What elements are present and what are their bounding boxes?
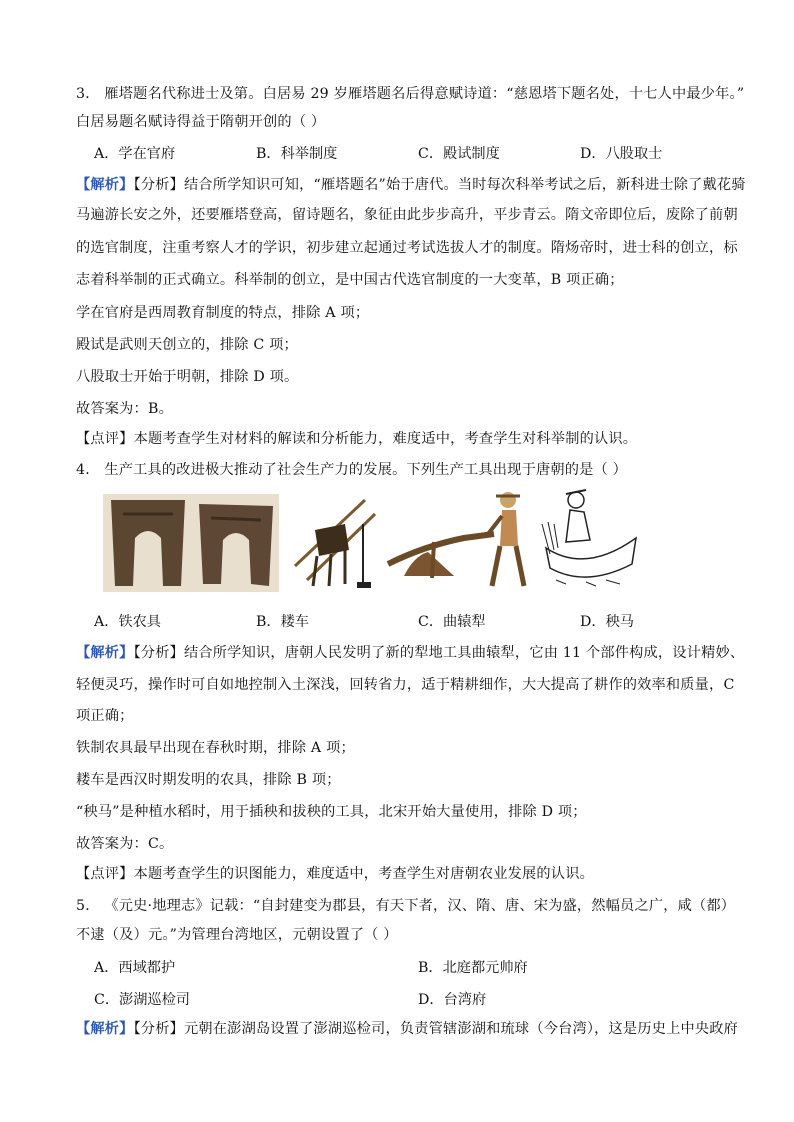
q3-tag-fenxi: 【分析】 — [133, 177, 185, 193]
q3-stem-line1: 3． 雁塔题名代称进士及第。白居易 29 岁雁塔题名后得意赋诗道：“慈恩塔下题名处，十七人中最少年。” — [76, 86, 745, 102]
curved-plough-image — [384, 486, 532, 592]
q3-analysis-line2: 马遍游长安之外，还要雁塔登高，留诗题名，象征由此步步高升，平步青云。隋文帝即位后，废除了前朝 — [76, 207, 738, 223]
iron-tools-image — [103, 494, 279, 592]
q3-tag-jiexi: 【解析】 — [76, 177, 134, 193]
q4-analysis-line2: 轻便灵巧，操作时可自如地控制入土深浅，回转省力，适于精耕细作，大大提高了耕作的效率和质量，C — [76, 677, 735, 693]
seedling-horse-image — [536, 484, 646, 594]
q5-analysis-line1 — [76, 1019, 738, 1039]
q4-analysis-line1 — [76, 643, 744, 663]
q3-analysis-line1 — [76, 175, 746, 195]
q5-option-a: A．西域都护 — [94, 960, 176, 976]
q4-comment — [76, 864, 594, 884]
q3-option-d: D．八股取士 — [580, 146, 663, 162]
q3-analysis-text1: 结合所学知识可知，“雁塔题名”始于唐代。当时每次科举考试之后，新科进士除了戴花骑 — [184, 177, 746, 193]
q3-analysis-line6: 殿试是武则天创立的，排除 C 项； — [76, 337, 298, 353]
q3-option-c: C．殿试制度 — [418, 146, 500, 162]
q4-option-c: C．曲辕犁 — [418, 614, 486, 630]
q5-option-d: D．台湾府 — [418, 992, 487, 1008]
q3-comment — [76, 429, 637, 449]
q4-tag-fenxi: 【分析】 — [133, 645, 185, 661]
q4-analysis-line4: 铁制农具最早出现在春秋时期，排除 A 项； — [76, 740, 355, 756]
seed-drill-image — [287, 494, 379, 592]
q5-stem-line2: 不逮（及）元。”为管理台湾地区，元朝设置了（ ） — [76, 927, 398, 943]
q5-analysis-text1: 元朝在澎湖岛设置了澎湖巡检司，负责管辖澎湖和琉球（今台湾），这是历史上中央政府 — [184, 1021, 739, 1037]
q5-option-b: B．北庭都元帅府 — [418, 960, 528, 976]
q5-tag-jiexi: 【解析】 — [76, 1021, 134, 1037]
q4-stem: 4． 生产工具的改进极大推动了社会生产力的发展。下列生产工具出现于唐朝的是（ ） — [76, 462, 627, 478]
q3-analysis-line3: 的选官制度，注重考察人才的学识，初步建立起通过考试选拔人才的制度。隋炀帝时，进士科的创立，标 — [76, 240, 738, 256]
q4-tag-jiexi: 【解析】 — [76, 645, 134, 661]
q4-tag-dianping: 【点评】 — [76, 866, 134, 882]
q4-comment-text: 本题考查学生的识图能力，难度适中，考查学生对唐朝农业发展的认识。 — [133, 866, 594, 882]
q4-analysis-line5: 耧车是西汉时期发明的农具，排除 B 项； — [76, 772, 341, 788]
q3-tag-dianping: 【点评】 — [76, 431, 134, 447]
q3-stem-line2: 白居易题名赋诗得益于隋朝开创的（ ） — [76, 114, 326, 130]
q3-option-b: B．科举制度 — [256, 146, 338, 162]
q5-tag-fenxi: 【分析】 — [133, 1021, 185, 1037]
q3-comment-text: 本题考查学生对材料的解读和分析能力，难度适中，考查学生对科举制的认识。 — [133, 431, 638, 447]
q4-analysis-text1: 结合所学知识，唐朝人民发明了新的犁地工具曲辕犁，它由 11 个部件构成，设计精妙、 — [184, 645, 745, 661]
q4-answer: 故答案为：C。 — [76, 836, 174, 852]
q4-option-a: A．铁农具 — [94, 614, 161, 630]
q4-option-d: D．秧马 — [580, 614, 634, 630]
q5-stem-line1: 5． 《元史·地理志》记载：“自封建变为郡县，有天下者，汉、隋、唐、宋为盛，然幅员之广，咸（都） — [76, 898, 736, 914]
q5-option-c: C．澎湖巡检司 — [94, 992, 190, 1008]
q3-analysis-line7: 八股取士开始于明朝，排除 D 项。 — [76, 369, 299, 385]
q4-analysis-line6: “秧马”是种植水稻时，用于插秧和拔秧的工具，北宋开始大量使用，排除 D 项； — [76, 804, 587, 820]
q4-analysis-line3: 项正确； — [76, 708, 134, 724]
q3-answer: 故答案为：B。 — [76, 401, 173, 417]
q3-analysis-line4: 志着科举制的正式确立。科举制的创立，是中国古代选官制度的一大变革，B 项正确； — [76, 272, 624, 288]
q4-option-b: B．耧车 — [256, 614, 309, 630]
q3-option-a: A．学在官府 — [94, 146, 176, 162]
q3-analysis-line5: 学在官府是西周教育制度的特点，排除 A 项； — [76, 305, 370, 321]
